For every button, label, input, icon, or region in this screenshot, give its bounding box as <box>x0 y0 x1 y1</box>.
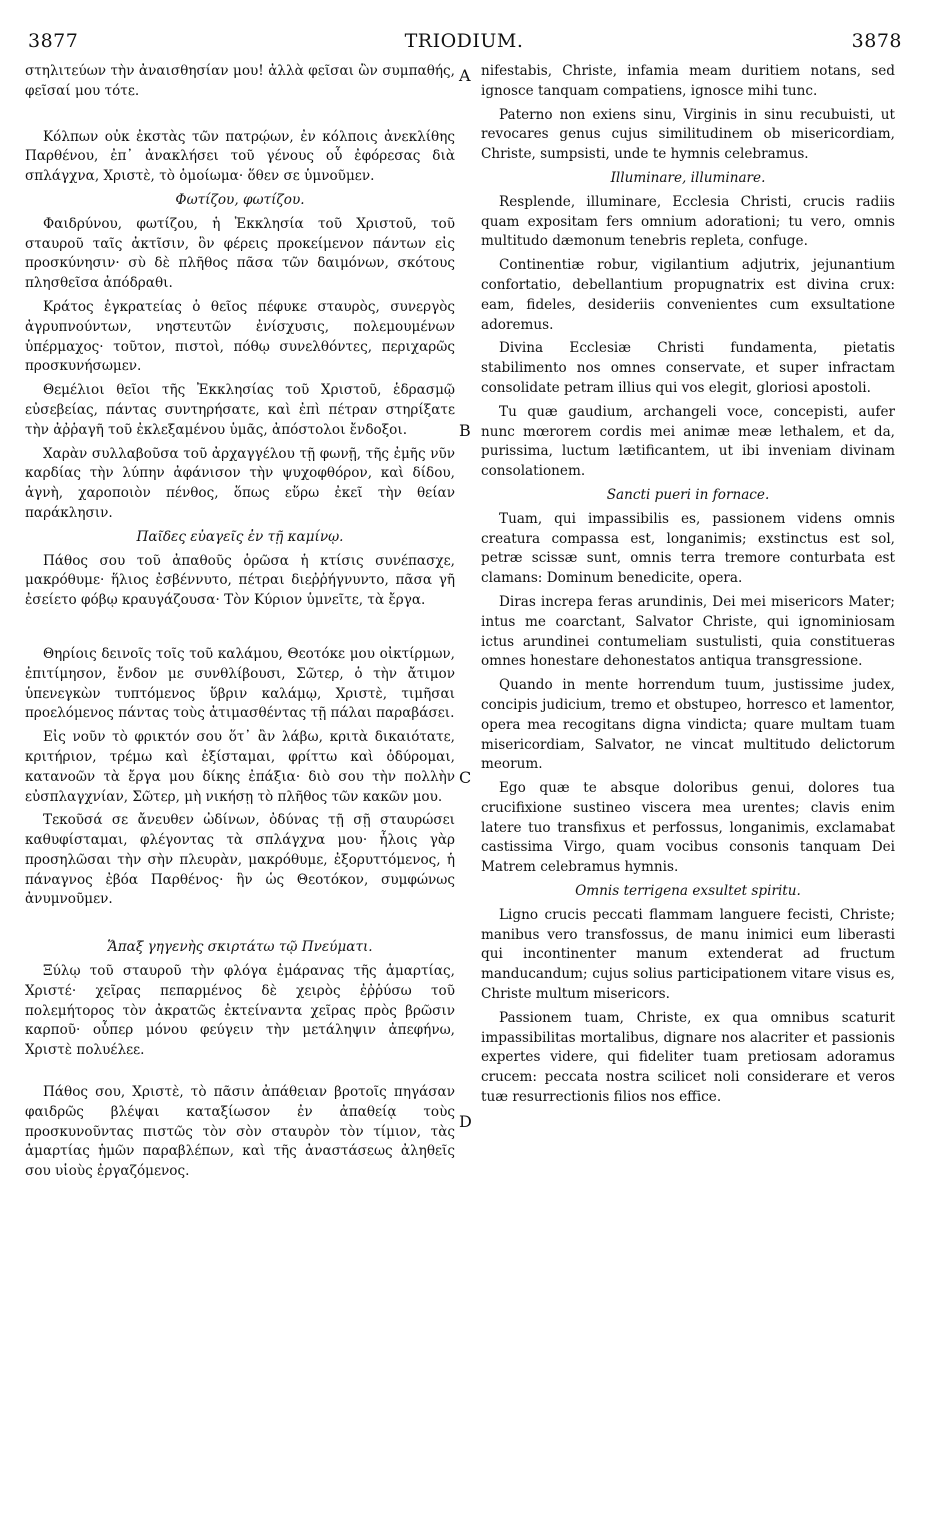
section-marker-a: A <box>459 66 471 85</box>
latin-paragraph: Divina Ecclesiæ Christi fundamenta, pietatis stabilimento nos omnes conservate, et super infractam consolidate petram illius qui vos elegit, gloriosi apostoli. <box>481 340 895 396</box>
greek-paragraph: Θεμέλιοι θεῖοι τῆς Ἐκκλησίας τοῦ Χριστοῦ, ἑδρασμῷ εὐσεβείας, πάντας συντηρήσατε, καὶ ἐπὶ πέτραν στηρίξατε τὴν ἀῤῥαγῆ τοῦ ἐκλεξαμένου ὑμᾶς, ἀπόστολοι ἔνδοξοι. <box>25 382 455 438</box>
latin-paragraph: Tuam, qui impassibilis es, passionem videns omnis creatura compassa est, longanimis; exstinctus est sol, petræ scissæ sunt, omnis terra tremore conturbata est clamans: Dominum benedicite, opera. <box>481 510 895 587</box>
page-number-right: 3878 <box>851 30 902 52</box>
latin-heading: Sancti pueri in fornace. <box>606 486 770 503</box>
greek-paragraph: Κόλπων οὐκ ἐκστὰς τῶν πατρῴων, ἐν κόλποις ἀνεκλίθης Παρθένου, ἐπ᾿ ἀνακλήσει τοῦ γένους οὗ ἐφόρεσας διὰ σπλάγχνα, Χριστὲ, τὸ ὁμοίωμα· ὅθεν σε ὑμνοῦμεν. <box>25 128 455 185</box>
latin-paragraph: Ligno crucis peccati flammam languere fecisti, Christe; manibus vero transfossus, de manu inimici eum liberasti qui incontinenter manum extenderat ad fructum manducandum; cujus solius participationem vitare visus es, Christe multum misericors. <box>481 906 895 1003</box>
latin-paragraph: Continentiæ robur, vigilantium adjutrix, jejunantium confortatio, debellantium propugnatrix est divina crux: eam, fideles, desideriis convenientes cum exsultatione adoremus. <box>481 257 895 333</box>
latin-paragraph: Diras increpa feras arundinis, Dei mei misericors Mater; intus me coarctant, Salvator Christe, qui ignominiosam ictus arundinei contumeliam sustulisti, quia constitueras omnes honestare dehonestatos antiqua transgressione. <box>481 593 895 670</box>
latin-paragraph: Tu quæ gaudium, archangeli voce, concepisti, aufer nunc mœrorem cordis mei animæ meæ lethalem, et da, purissima, luctum lætificantem, ut ibi inveniam divinam consolationem. <box>481 403 895 480</box>
latin-paragraph: Passionem tuam, Christe, ex qua omnibus scaturit impassibilitas mortalibus, dignare nos alacriter et passionis expertes videre, qui fideliter tuam pretiosam adoramus crucem: peccata nostra scilicet noli considerare et veros tuæ resurrectionis filios nos effice. <box>481 1009 895 1106</box>
running-title: TRIODIUM. <box>404 30 524 52</box>
greek-paragraph: Πάθος σου, Χριστὲ, τὸ πᾶσιν ἀπάθειαν βροτοῖς πηγάσαν φαιδρῶς βλέψαι καταξίωσον ἐν ἀπαθείᾳ τοὺς προσκυνοῦντας πιστῶς τὸν σὸν σταυρὸν τὸν τίμιον, τὰς ἁμαρτίας ἡμῶν παραβλέπων, καὶ τῆς ἀναστάσεως ἀληθεῖς σου υἱοὺς ἐργαζόμενος. <box>25 1084 455 1180</box>
greek-heading: Παῖδες εὐαγεῖς ἐν τῇ καμίνῳ. <box>136 528 344 545</box>
greek-paragraph: Κράτος ἐγκρατείας ὁ θεῖος πέφυκε σταυρὸς, συνεργὸς ἀγρυπνούντων, νηστευτῶν ἐνίσχυσις, πολεμουμένων ὑπέρμαχος· τοῦτον, πιστοὶ, πόθῳ συνελθόντες, περιχαρῶς προσκυνήσωμεν. <box>25 298 455 375</box>
latin-column <box>481 62 895 1112</box>
latin-paragraph: Ego quæ te absque doloribus genui, dolores tua crucifixione sustineo viscera mea urentes; clavis enim latere tuo transfixus et perfossus, longanimis, exclamabat castissima Virgo, quam vocibus consonis tanquam Dei Matrem celebramus hymnis. <box>481 780 895 876</box>
greek-paragraph: Χαρὰν συλλαβοῦσα τοῦ ἀρχαγγέλου τῇ φωνῇ, τῆς ἐμῆς νῦν καρδίας τὴν λύπην ἀφάνισον τὴν ψυχοφθόρον, καὶ δίδου, ἁγνὴ, χαροποιὸν πένθος, ὅπως εὕρω ἐκεῖ τὴν θείαν παράκλησιν. <box>25 445 455 521</box>
greek-column <box>25 62 455 1186</box>
greek-heading: Φωτίζου, φωτίζου. <box>175 191 305 208</box>
greek-paragraph: Πάθος σου τοῦ ἀπαθοῦς ὁρῶσα ἡ κτίσις συνέπασχε, μακρόθυμε· ἥλιος ἐσβέννυτο, πέτραι διεῤῥήγνυντο, πᾶσα γῆ ἐσείετο φόβῳ κραυγάζουσα· Τὸν Κύριον ὑμνεῖτε, τὰ ἔργα. <box>25 552 455 609</box>
greek-heading: Ἅπαξ γηγενὴς σκιρτάτω τῷ Πνεύματι. <box>107 939 373 956</box>
greek-paragraph: Φαιδρύνου, φωτίζου, ἡ Ἐκκλησία τοῦ Χριστοῦ, τοῦ σταυροῦ ταῖς ἀκτῖσιν, ὃν φέρεις προκείμενον πάντων εἰς προσκύνησιν· σὺ δὲ πλῆθος πᾶσα τῶν δαιμόνων, σκότους πλησθεῖσα ἀπόδραθι. <box>25 215 455 292</box>
greek-paragraph: στηλιτεύων τὴν ἀναισθησίαν μου! ἀλλὰ φεῖσαι ὢν συμπαθής, φεῖσαί μου τότε. <box>25 63 455 99</box>
section-marker-c: C <box>459 768 472 787</box>
page-number-left: 3877 <box>28 30 79 52</box>
greek-paragraph: Θηρίοις δεινοῖς τοῖς τοῦ καλάμου, Θεοτόκε μου οἰκτίρμων, ἐπιτίμησον, ἔνδον με συνθλίβουσι, Σῶτερ, ὁ τὴν ἄτιμον ὑπενεγκὼν τυπτόμενος ὕβριν καλάμῳ, Χριστὲ, τιμῆσαι προελόμενος πάντας τοὺς ἀτιμασθέντας τῇ πάλαι παραβάσει. <box>25 645 455 722</box>
latin-paragraph: nifestabis, Christe, infamia meam duritiem notans, sed ignosce tanquam compatiens, ignosce mihi tunc. <box>481 63 895 99</box>
greek-paragraph: Εἰς νοῦν τὸ φρικτόν σου ὅτ᾿ ἂν λάβω, κριτὰ δικαιότατε, κριτήριον, τρέμω καὶ ἐξίσταμαι, φρίττω καὶ ὀδύρομαι, κατανοῶν τὰ ἔργα μου δίκης ἐπάξια· διὸ σου τὴν πολλὴν εὐσπλαγχνίαν, Σῶτερ, μὴ νικήσῃ τὸ πλῆθος τῶν κακῶν μου. <box>25 729 455 805</box>
page-header <box>22 30 906 58</box>
latin-paragraph: Quando in mente horrendum tuum, justissime judex, concipis judicium, tremo et obstupeo, horresco et lamentor, opera mea recogitans digna vindicta; quare multam tuam misericordiam, Salvator, ne vincat multitudo delictorum meorum. <box>481 677 895 773</box>
section-marker-d: D <box>459 1112 472 1131</box>
latin-paragraph: Resplende, illuminare, Ecclesia Christi, crucis radiis quam expositam fers omnium adorationi; tu vero, omnis multitudo dæmonum tenebris repleta, confuge. <box>481 193 895 250</box>
greek-paragraph: Ξύλῳ τοῦ σταυροῦ τὴν φλόγα ἐμάρανας τῆς ἁμαρτίας, Χριστέ· χεῖρας πεπαρμένος δὲ χειρὸς ἐῤῥύσω τοῦ πολεμήτορος τὸν ἀκρατῶς ἐκτείναντα χεῖρας πρὸς βρῶσιν καρποῦ· οὗπερ μόνου φεύγειν τὴν μετάληψιν ἀπεφήνω, Χριστὲ πολυέλεε. <box>25 963 455 1059</box>
latin-heading: Omnis terrigena exsultet spiritu. <box>575 883 801 900</box>
section-marker-b: B <box>459 421 471 440</box>
latin-heading: Illuminare, illuminare. <box>610 169 766 186</box>
greek-paragraph: Τεκοῦσά σε ἄνευθεν ὠδίνων, ὀδύνας τῇ σῇ σταυρώσει καθυφίσταμαι, φλέγοντας τὰ σπλάγχνα μου· ἧλοις γὰρ προσηλῶσαι τὴν σὴν πλευρὰν, μακρόθυμε, ἐξορυττόμενος, ἡ πάναγνος ἐβόα Παρθένος· ἣν ὡς Θεοτόκον, συμφώνως ἀνυμνοῦμεν. <box>25 812 455 908</box>
latin-paragraph: Paterno non exiens sinu, Virginis in sinu recubuisti, ut revocares genus cujus similitudinem ob misericordiam, Christe, sumpsisti, unde te hymnis celebramus. <box>481 106 895 163</box>
